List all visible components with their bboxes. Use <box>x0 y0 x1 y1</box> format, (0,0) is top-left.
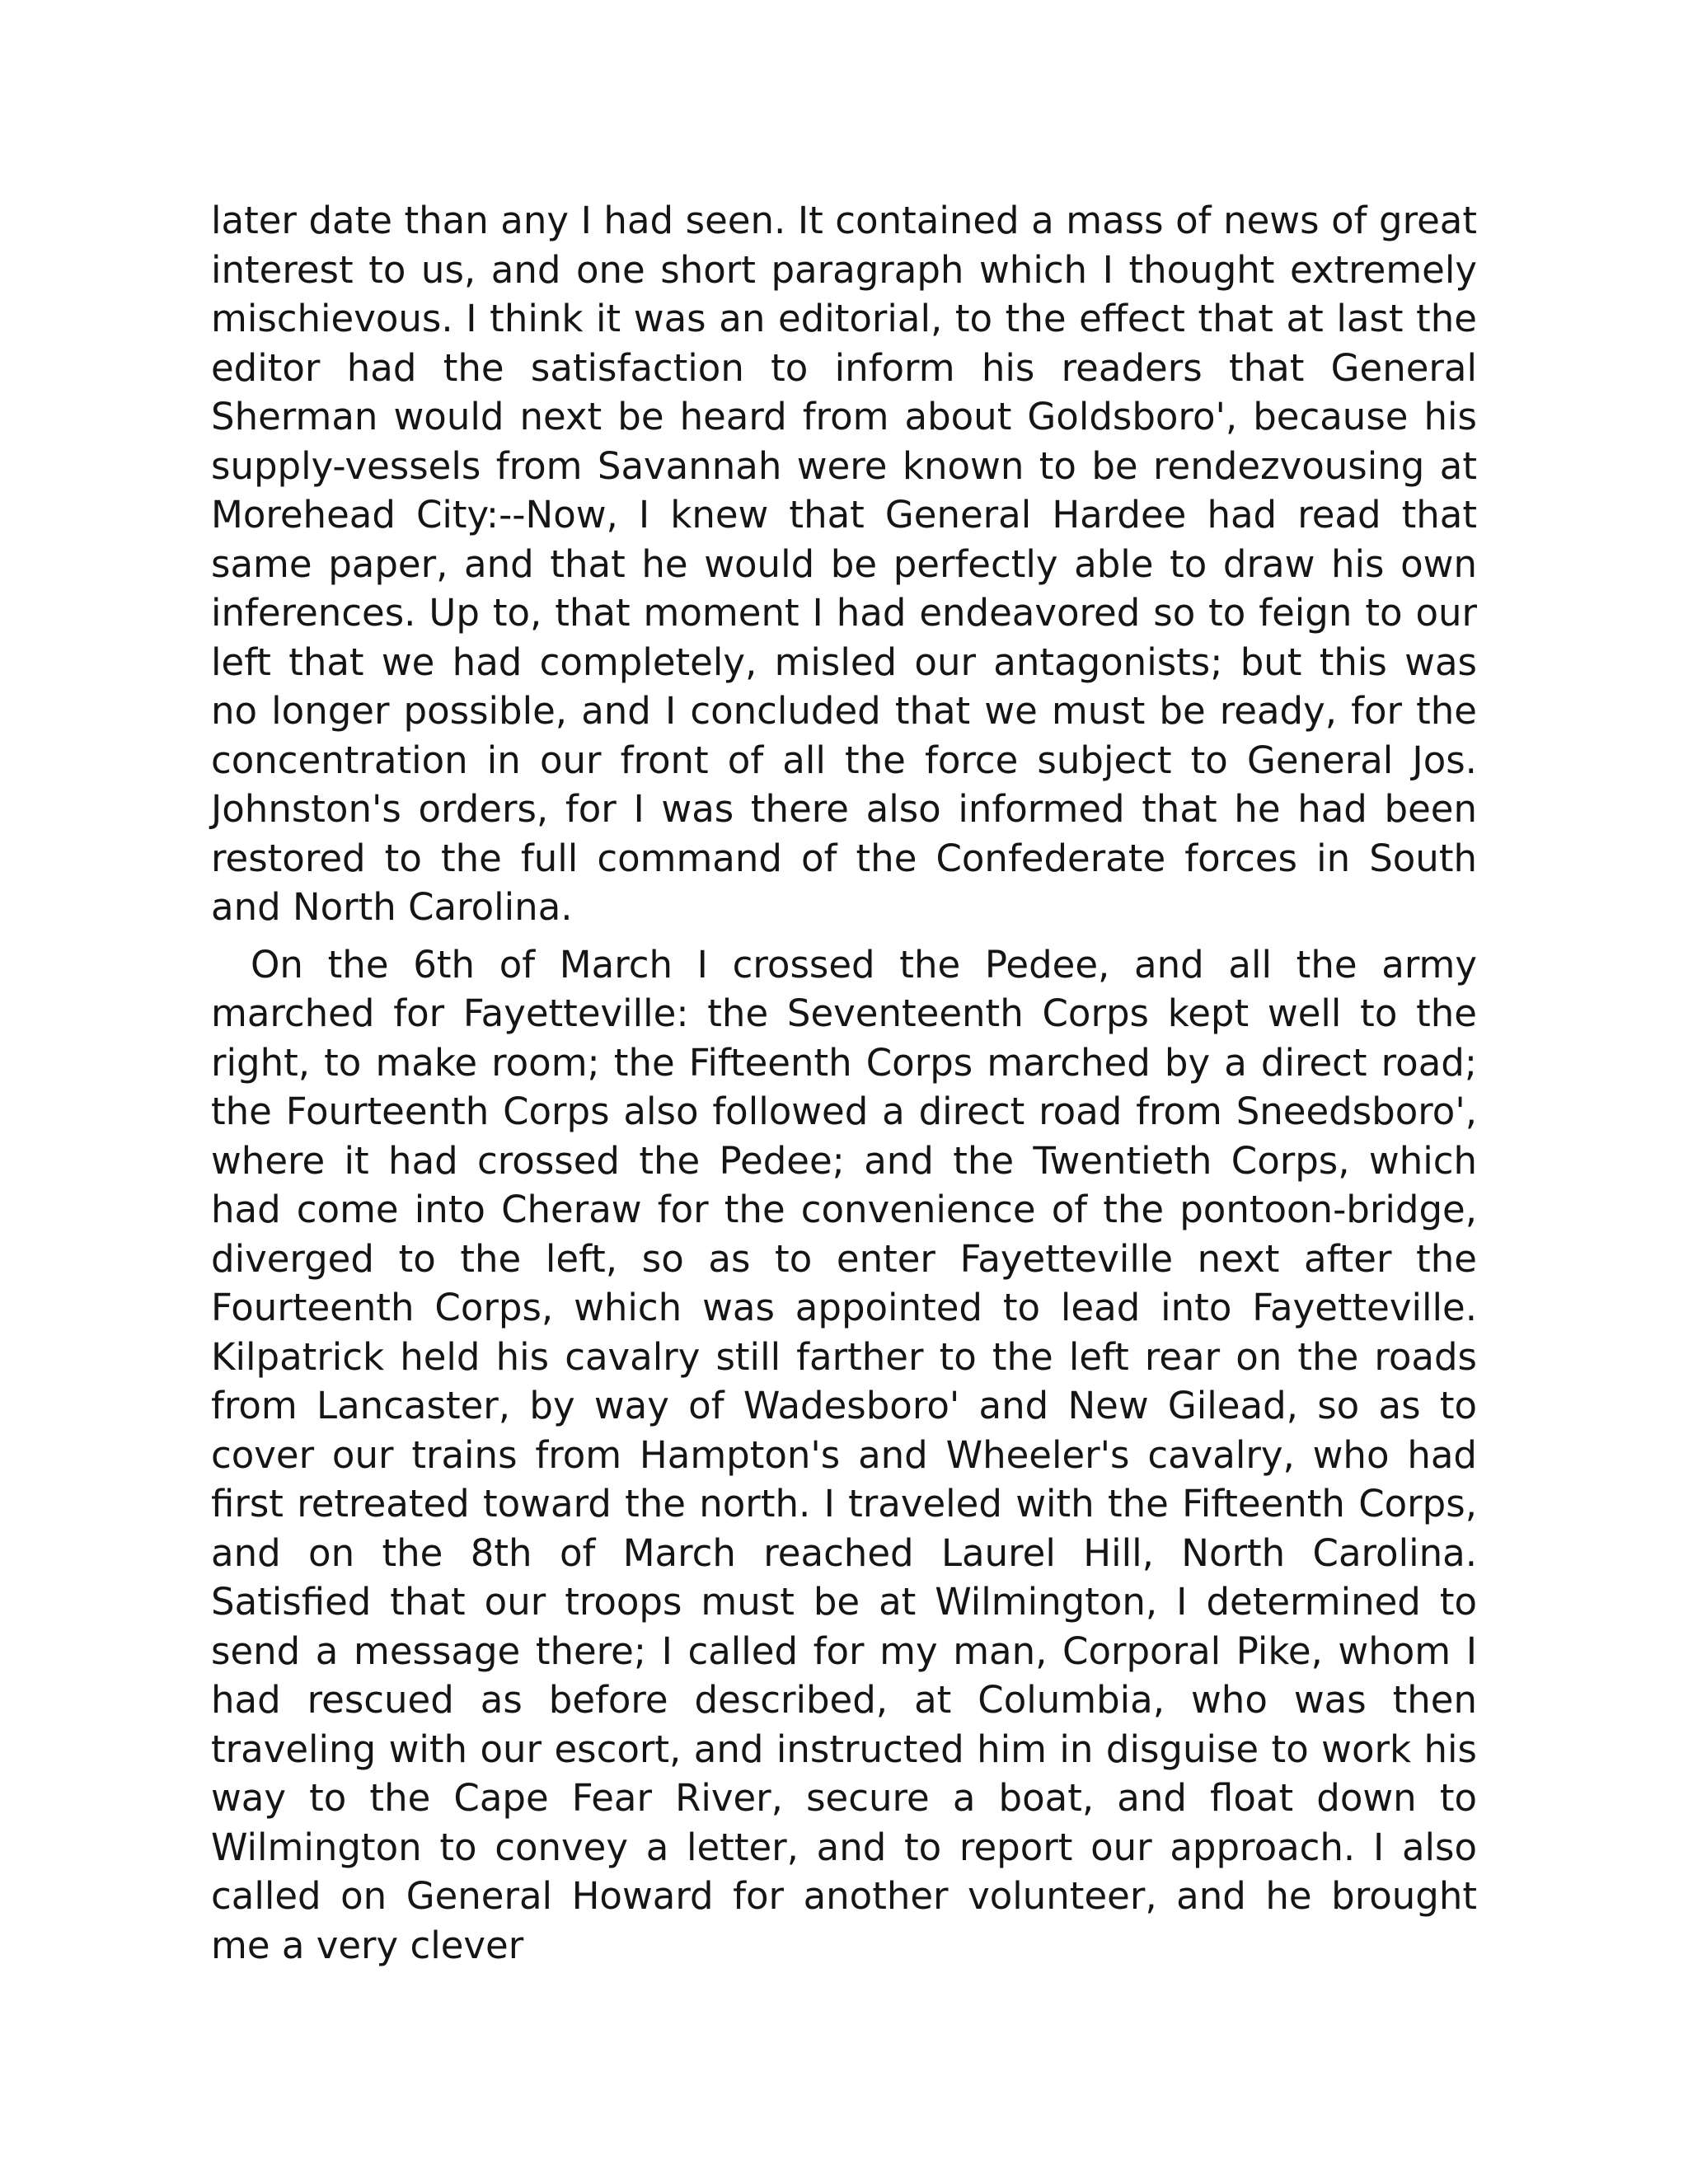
paragraph-2: On the 6th of March I crossed the Pedee, and all the army marched for Fayetteville: the Seventeenth Corps kept well to the right, to make room; the Fifteenth Corps marched by a direct road; the Fourteenth Corps also followed a direct road from Sneedsboro', where it had crossed the Pedee; and the Twentieth Corps, which had come into Cheraw for the convenience of the pontoon-bridge, diverged to the left, so as to enter Fayetteville next after the Fourteenth Corps, which was appointed to lead into Fayetteville. Kilpatrick held his cavalry still farther to the left rear on the roads from Lancaster, by way of Wadesboro' and New Gilead, so as to cover our trains from Hampton's and Wheeler's cavalry, who had first retreated toward the north. I traveled with the Fifteenth Corps, and on the 8th of March reached Laurel Hill, North Carolina. Satisfied that our troops must be at Wilmington, I determined to send a message there; I called for my man, Corporal Pike, whom I had rescued as before described, at Columbia, who was then traveling with our escort, and instructed him in disguise to work his way to the Cape Fear River, secure a boat, and float down to Wilmington to convey a letter, and to report our approach. I also called on General Howard for another volunteer, and he brought me a very clever <box>211 942 1477 1967</box>
body-text <box>211 196 1477 1970</box>
paragraph-1: later date than any I had seen. It contained a mass of news of great interest to us, and one short paragraph which I thought extremely mischievous. I think it was an editorial, to the effect that at last the editor had the satisfaction to inform his readers that General Sherman would next be heard from about Goldsboro', because his supply-vessels from Savannah were known to be rendezvousing at Morehead City:--Now, I knew that General Hardee had read that same paper, and that he would be perfectly able to draw his own inferences. Up to, that moment I had endeavored so to feign to our left that we had completely, misled our antagonists; but this was no longer possible, and I concluded that we must be ready, for the concentration in our front of all the force subject to General Jos. Johnston's orders, for I was there also informed that he had been restored to the full command of the Confederate forces in South and North Carolina. <box>211 199 1477 929</box>
